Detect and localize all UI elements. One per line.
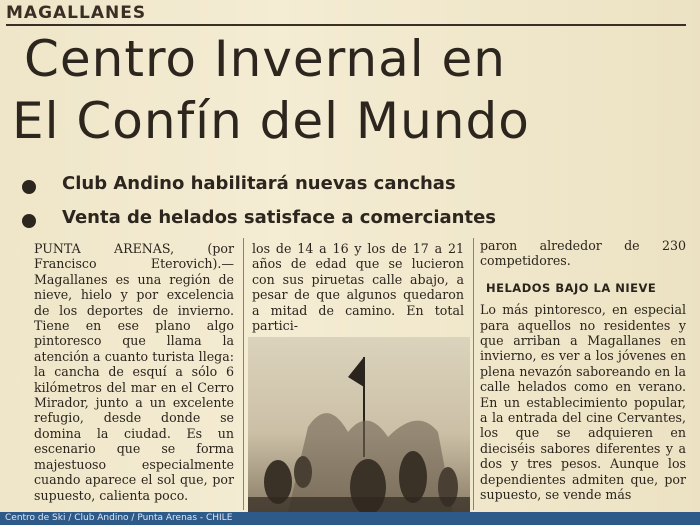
image-caption-bar: Centro de Ski / Club Andino / Punta Arenas - CHILE	[0, 512, 700, 525]
headline-line-1: Centro Invernal en	[24, 30, 506, 88]
bullet-icon	[22, 214, 36, 228]
headline-line-2: El Confín del Mundo	[12, 92, 530, 150]
column-3-body-text: Lo más pintoresco, en especial para aquellos no residentes y que arriban a Magallanes en invierno, es ver a los jóvenes en plena nevazón saboreando en la calle helados como en verano. En un establecimiento popular, a la entrada del cine Cervantes, los que se adquieren en dieciséis sabores diferentes y a dos y tres pesos. Aunque los dependientes admiten que, por supuesto, se vende más	[480, 302, 686, 503]
article-column-1	[34, 241, 234, 503]
article-column-3	[480, 238, 686, 503]
article-column-2	[252, 241, 464, 333]
column-3-subhead: HELADOS BAJO LA NIEVE	[486, 280, 657, 295]
subhead-1: Club Andino habilitará nuevas canchas	[62, 173, 456, 194]
bleed-through-text: ⁠ ⁠	[240, 2, 245, 20]
column-2-text: los de 14 a 16 y los de 17 a 21 años de edad que se lucieron con sus piruetas calle abajo, a pesar de que algunos quedaron a mitad de camino. En total partici-	[252, 241, 464, 334]
column-divider	[243, 238, 244, 510]
section-label: MAGALLANES	[6, 3, 147, 23]
column-1-text: PUNTA ARENAS, (por Francisco Eterovich).— Magallanes es una región de nieve, hielo y por excelencia de los deportes de invierno. Tiene en ese plano algo pintoresco que llama la atención a cuanto turista llega: la cancha de esquí a sólo 6 kilómetros del mar en el Cerro Mirador, junto a un excelente refugio, desde donde se domina la ciudad. Es un escenario que se forma majestuoso especialmente cuando aparece el sol que, por supuesto, calienta poco.	[34, 241, 234, 503]
ski-photo	[248, 337, 470, 512]
column-3-top-text: paron alrededor de 230 competidores.	[480, 238, 686, 269]
section-rule	[6, 24, 686, 26]
subhead-2: Venta de helados satisface a comerciantes	[62, 207, 497, 228]
bullet-icon	[22, 180, 36, 194]
ski-scene-illustration	[248, 337, 470, 512]
column-divider	[473, 238, 474, 510]
